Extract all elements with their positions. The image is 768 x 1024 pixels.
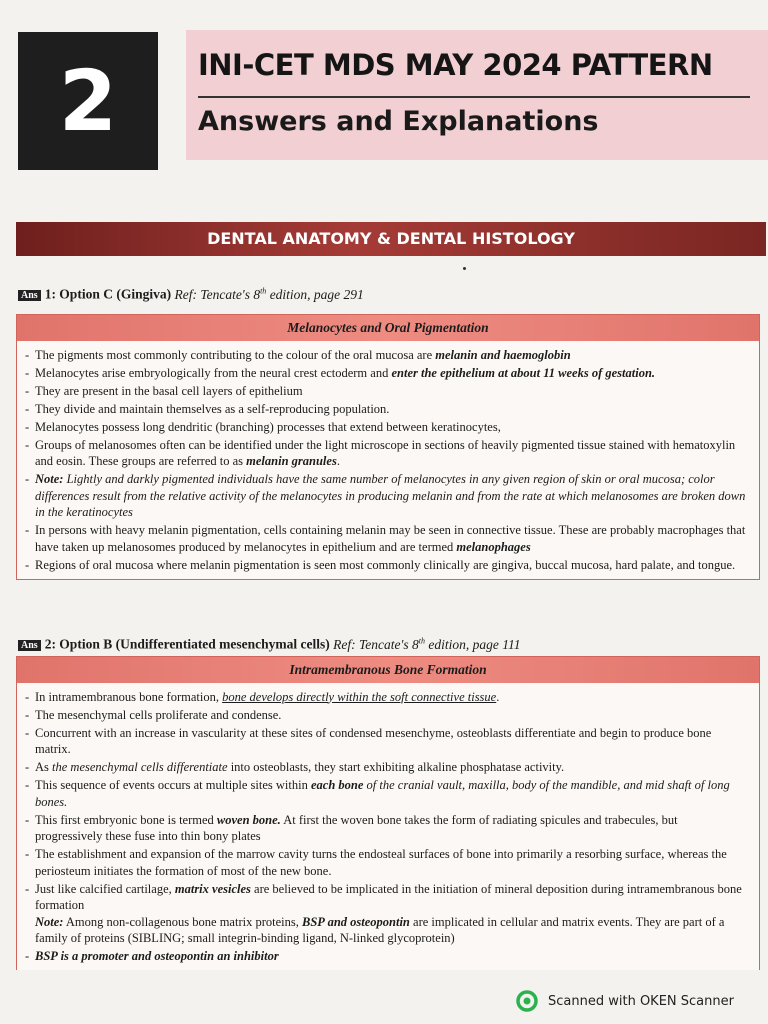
list-item: - They are present in the basal cell layers of epithelium — [25, 383, 747, 400]
list-item: - The mesenchymal cells proliferate and condense. — [25, 707, 747, 724]
list-item: - Groups of melanosomes often can be identified under the light microscope in sections of heavily pigmented tissue stained with hematoxylin and eosin. These groups are referred to as melanin granules. — [25, 437, 747, 470]
scanner-watermark — [516, 990, 734, 1012]
list-item: - In persons with heavy melanin pigmentation, cells containing melanin may be seen in connective tissue. These are probably macrophages that have taken up melanosomes produced by melanocytes in epithelium and are termed melanophages — [25, 522, 747, 555]
list-item: - Concurrent with an increase in vascularity at these sites of condensed mesenchyme, osteoblasts differentiate and begin to produce bone matrix. — [25, 725, 747, 758]
bone-formation-list — [17, 683, 759, 970]
list-item: - The establishment and expansion of the marrow cavity turns the endosteal surfaces of bone into primarily a resorbing surface, whereas the periosteum initiates the formation of most of the new bone. — [25, 846, 747, 879]
answer-2-ref: Ref: Tencate's 8th edition, page 111 — [333, 636, 521, 652]
chapter-title: INI-CET MDS MAY 2024 PATTERN — [198, 48, 713, 82]
ans-tag: Ans — [18, 640, 41, 651]
chapter-subtitle: Answers and Explanations — [198, 106, 599, 137]
melanocytes-box — [16, 314, 760, 580]
answer-2-heading — [18, 636, 521, 653]
speck — [463, 267, 466, 270]
bone-formation-box — [16, 656, 760, 970]
list-item: - Note: Lightly and darkly pigmented individuals have the same number of melanocytes in any given region of skin or oral mucosa; color differences result from the relative activity of the melanocytes in producing melanin and from the rate at which melanosomes are broken down in the keratinocytes — [25, 471, 747, 521]
list-item: - As the mesenchymal cells differentiate into osteoblasts, they start exhibiting alkaline phosphatase activity. — [25, 759, 747, 776]
list-item: - They divide and maintain themselves as a self-reproducing population. — [25, 401, 747, 418]
watermark-text: Scanned with OKEN Scanner — [548, 993, 734, 1009]
answer-1-ref: Ref: Tencate's 8th edition, page 291 — [174, 286, 364, 302]
list-item: - BSP is a promoter and osteopontin an inhibitor — [25, 948, 747, 965]
chapter-number: 2 — [18, 32, 158, 170]
box-title: Melanocytes and Oral Pigmentation — [17, 315, 759, 341]
list-item: - This sequence of events occurs at multiple sites within each bone of the cranial vault, maxilla, body of the mandible, and mid shaft of long bones. — [25, 777, 747, 810]
box-title: Intramembranous Bone Formation — [17, 657, 759, 683]
chapter-title-box — [186, 30, 768, 160]
ans-tag: Ans — [18, 290, 41, 301]
list-item: - Regions of oral mucosa where melanin pigmentation is seen most commonly clinically are gingiva, buccal mucosa, hard palate, and tongue. — [25, 557, 747, 574]
answer-2-label: 2: Option B (Undifferentiated mesenchymal cells) — [44, 636, 330, 652]
answer-1-label: 1: Option C (Gingiva) — [44, 286, 172, 302]
list-item: - This first embryonic bone is termed woven bone. At first the woven bone takes the form of radiating spicules and trabecules, but progressively these fuse into thin bony plates — [25, 812, 747, 845]
title-divider — [198, 96, 750, 98]
list-item: - The pigments most commonly contributing to the colour of the oral mucosa are melanin and haemoglobin — [25, 347, 747, 364]
list-item: - Melanocytes arise embryologically from the neural crest ectoderm and enter the epithelium at about 11 weeks of gestation. — [25, 365, 747, 382]
list-item: - In intramembranous bone formation, bone develops directly within the soft connective tissue. — [25, 689, 747, 706]
list-item: - Just like calcified cartilage, matrix vesicles are believed to be implicated in the initiation of mineral deposition during intramembranous bone formation Note: Among non-collagenous bone matrix proteins, BSP and osteopontin are implicated in cellular and matrix events. They are part of a family of proteins (SIBLING; small integrin-binding ligand, N-linked glycoprotein) — [25, 881, 747, 947]
section-title: DENTAL ANATOMY & DENTAL HISTOLOGY — [16, 222, 766, 256]
melanocytes-list — [17, 341, 759, 579]
list-item: - Melanocytes possess long dendritic (branching) processes that extend between keratinocytes, — [25, 419, 747, 436]
answer-1-heading — [18, 286, 364, 303]
oken-logo-icon — [516, 990, 538, 1012]
